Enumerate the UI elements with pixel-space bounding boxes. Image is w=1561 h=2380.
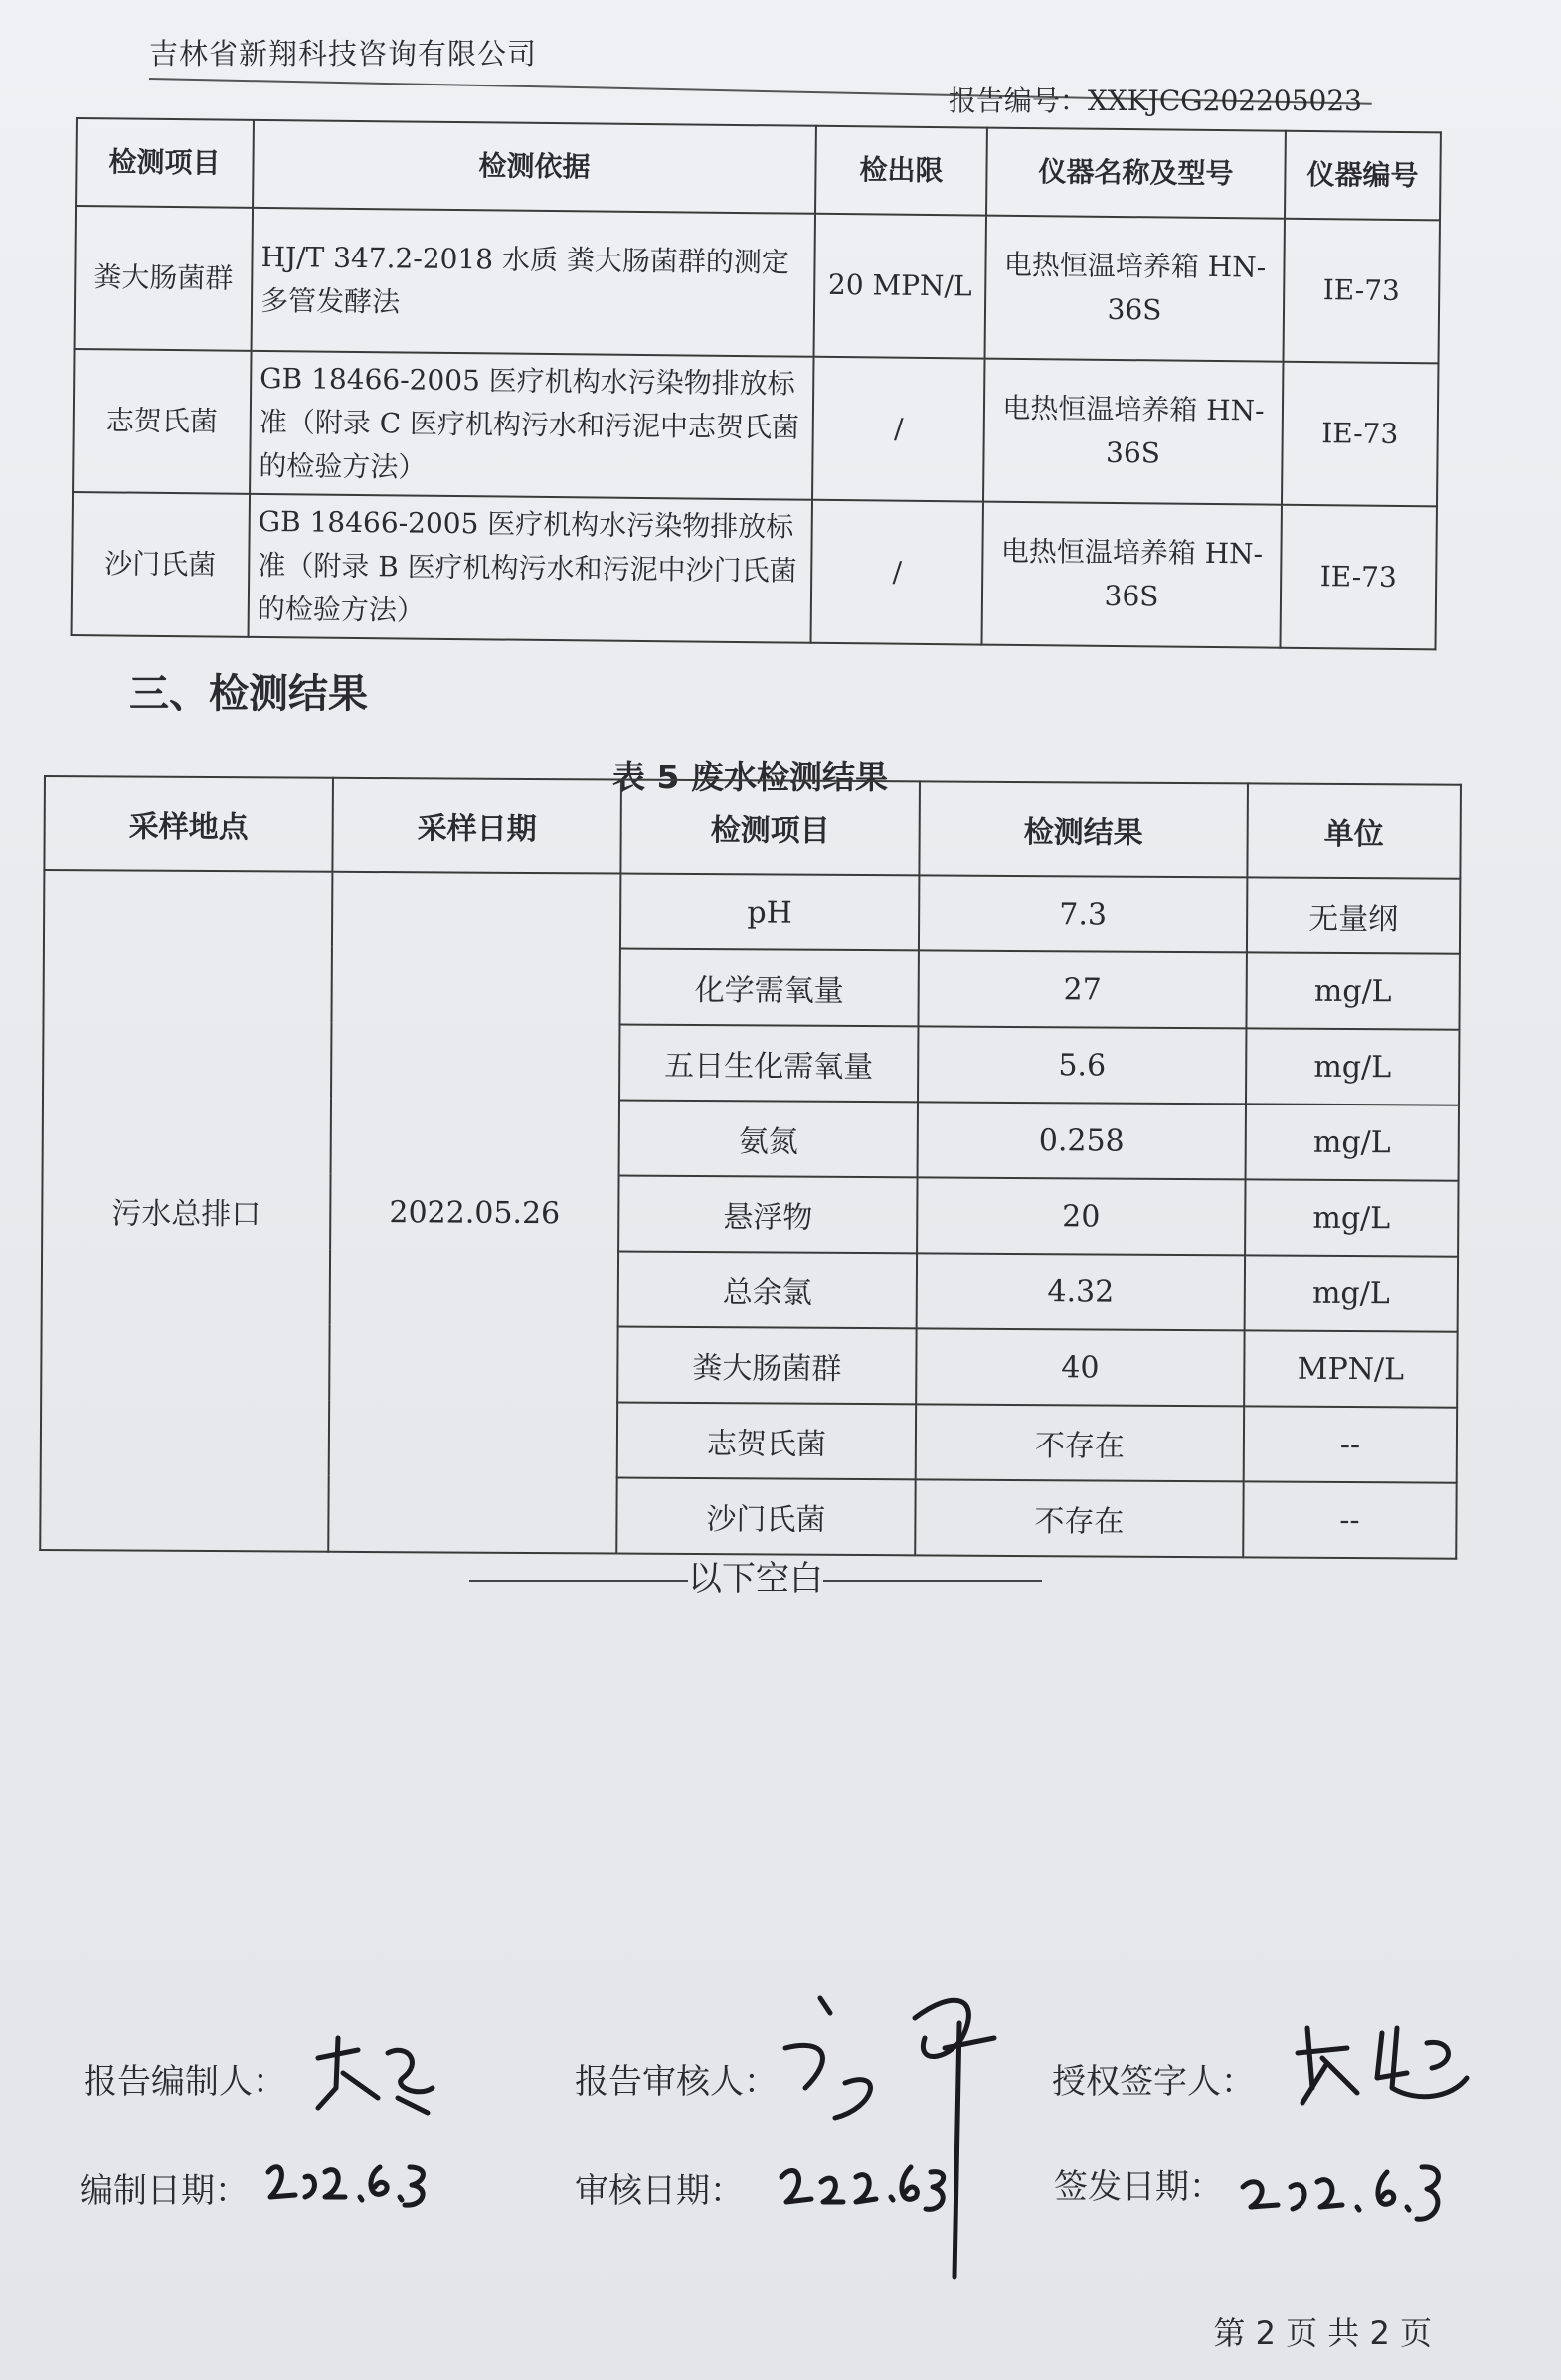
result-unit: mg/L bbox=[1246, 1104, 1459, 1180]
method-instrument: 电热恒温培养箱 HN-36S bbox=[985, 216, 1285, 362]
result-item: 五日生化需氧量 bbox=[619, 1025, 918, 1103]
blank-note-rule-left bbox=[469, 1580, 688, 1582]
result-unit: MPN/L bbox=[1244, 1330, 1457, 1407]
method-instrument: 电热恒温培养箱 HN-36S bbox=[981, 502, 1281, 648]
method-code: IE-73 bbox=[1282, 362, 1438, 507]
results-col-date: 采样日期 bbox=[332, 778, 621, 874]
issue-date-signature bbox=[1233, 2147, 1462, 2237]
method-code: IE-73 bbox=[1280, 505, 1436, 650]
result-item: pH bbox=[620, 874, 919, 951]
results-col-location: 采样地点 bbox=[44, 776, 333, 872]
method-basis: GB 18466-2005 医疗机构水污染物排放标准（附录 B 医疗机构污水和污泥中沙门氏菌的检验方法） bbox=[249, 494, 812, 643]
table-row bbox=[72, 492, 1437, 649]
results-col-unit: 单位 bbox=[1247, 783, 1461, 878]
result-item: 志贺氏菌 bbox=[617, 1403, 916, 1480]
blank-note-text: 以下空白 bbox=[688, 1559, 823, 1599]
method-limit: / bbox=[811, 500, 983, 645]
table-row bbox=[44, 870, 1460, 954]
method-item: 志贺氏菌 bbox=[73, 349, 251, 494]
blank-note bbox=[457, 1551, 1054, 1600]
result-value: 5.6 bbox=[918, 1026, 1246, 1104]
method-col-item: 检测项目 bbox=[76, 118, 254, 208]
method-col-basis: 检测依据 bbox=[253, 120, 816, 214]
table-row bbox=[73, 349, 1438, 506]
compile-date-label: 编制日期： bbox=[80, 2171, 249, 2211]
result-unit: mg/L bbox=[1246, 952, 1459, 1029]
result-value: 4.32 bbox=[917, 1253, 1245, 1330]
result-unit: mg/L bbox=[1245, 1179, 1458, 1256]
section-title: 三、检测结果 bbox=[129, 671, 368, 717]
result-unit: 无量纲 bbox=[1247, 877, 1460, 953]
method-table-header bbox=[76, 118, 1441, 220]
method-limit: 20 MPN/L bbox=[814, 214, 986, 359]
method-col-instrument: 仪器名称及型号 bbox=[986, 128, 1286, 219]
results-col-item: 检测项目 bbox=[620, 780, 920, 876]
method-basis: GB 18466-2005 医疗机构水污染物排放标准（附录 C 医疗机构污水和污泥中志贺氏菌的检验方法） bbox=[250, 351, 813, 500]
result-item: 化学需氧量 bbox=[619, 949, 918, 1027]
result-unit: mg/L bbox=[1246, 1028, 1459, 1105]
results-table bbox=[39, 775, 1462, 1560]
result-value: 不存在 bbox=[916, 1404, 1244, 1481]
result-item: 悬浮物 bbox=[618, 1176, 917, 1254]
method-col-limit: 检出限 bbox=[815, 126, 987, 216]
sampling-date: 2022.05.26 bbox=[328, 872, 620, 1554]
signer-label: 授权签字人： bbox=[1052, 2062, 1255, 2102]
company-name: 吉林省新翔科技咨询有限公司 bbox=[149, 37, 538, 71]
sampling-location: 污水总排口 bbox=[40, 870, 332, 1552]
result-value: 7.3 bbox=[919, 875, 1247, 952]
reviewer-signature bbox=[766, 1978, 1024, 2287]
method-table bbox=[71, 117, 1442, 650]
result-value: 40 bbox=[916, 1328, 1244, 1406]
method-basis: HJ/T 347.2-2018 水质 粪大肠菌群的测定 多管发酵法 bbox=[252, 208, 815, 357]
reviewer-label: 报告审核人： bbox=[575, 2062, 778, 2102]
results-col-result: 检测结果 bbox=[919, 781, 1248, 877]
blank-note-rule-right bbox=[823, 1580, 1042, 1582]
results-table-header bbox=[44, 776, 1461, 879]
page-footer: 第 2 页 共 2 页 bbox=[1213, 2314, 1432, 2352]
result-value: 27 bbox=[918, 950, 1246, 1028]
issue-date-label: 签发日期： bbox=[1054, 2167, 1223, 2207]
result-item: 氨氮 bbox=[619, 1101, 918, 1178]
method-item: 粪大肠菌群 bbox=[75, 206, 253, 351]
method-code: IE-73 bbox=[1283, 219, 1439, 364]
table-row bbox=[75, 206, 1440, 363]
compiler-signature bbox=[298, 2028, 447, 2118]
result-item: 沙门氏菌 bbox=[616, 1478, 915, 1556]
result-unit: mg/L bbox=[1245, 1255, 1458, 1331]
review-date-signature bbox=[772, 2147, 960, 2227]
method-item: 沙门氏菌 bbox=[72, 492, 250, 637]
result-value: 0.258 bbox=[918, 1102, 1246, 1179]
compile-date-signature bbox=[260, 2147, 430, 2217]
result-item: 粪大肠菌群 bbox=[617, 1327, 916, 1405]
review-date-label: 审核日期： bbox=[575, 2171, 744, 2211]
compiler-label: 报告编制人： bbox=[84, 2062, 286, 2102]
method-col-code: 仪器编号 bbox=[1285, 131, 1441, 221]
result-value: 不存在 bbox=[915, 1479, 1243, 1557]
signer-signature bbox=[1288, 2008, 1486, 2118]
result-unit: -- bbox=[1243, 1481, 1456, 1558]
result-unit: -- bbox=[1244, 1406, 1457, 1482]
method-limit: / bbox=[812, 357, 984, 502]
report-number: 报告编号：XXKJCG202205023 bbox=[948, 85, 1362, 117]
method-instrument: 电热恒温培养箱 HN-36S bbox=[983, 359, 1283, 505]
result-item: 总余氯 bbox=[618, 1252, 917, 1329]
result-value: 20 bbox=[917, 1177, 1245, 1255]
table-caption: 表 5 废水检测结果 bbox=[612, 758, 888, 796]
